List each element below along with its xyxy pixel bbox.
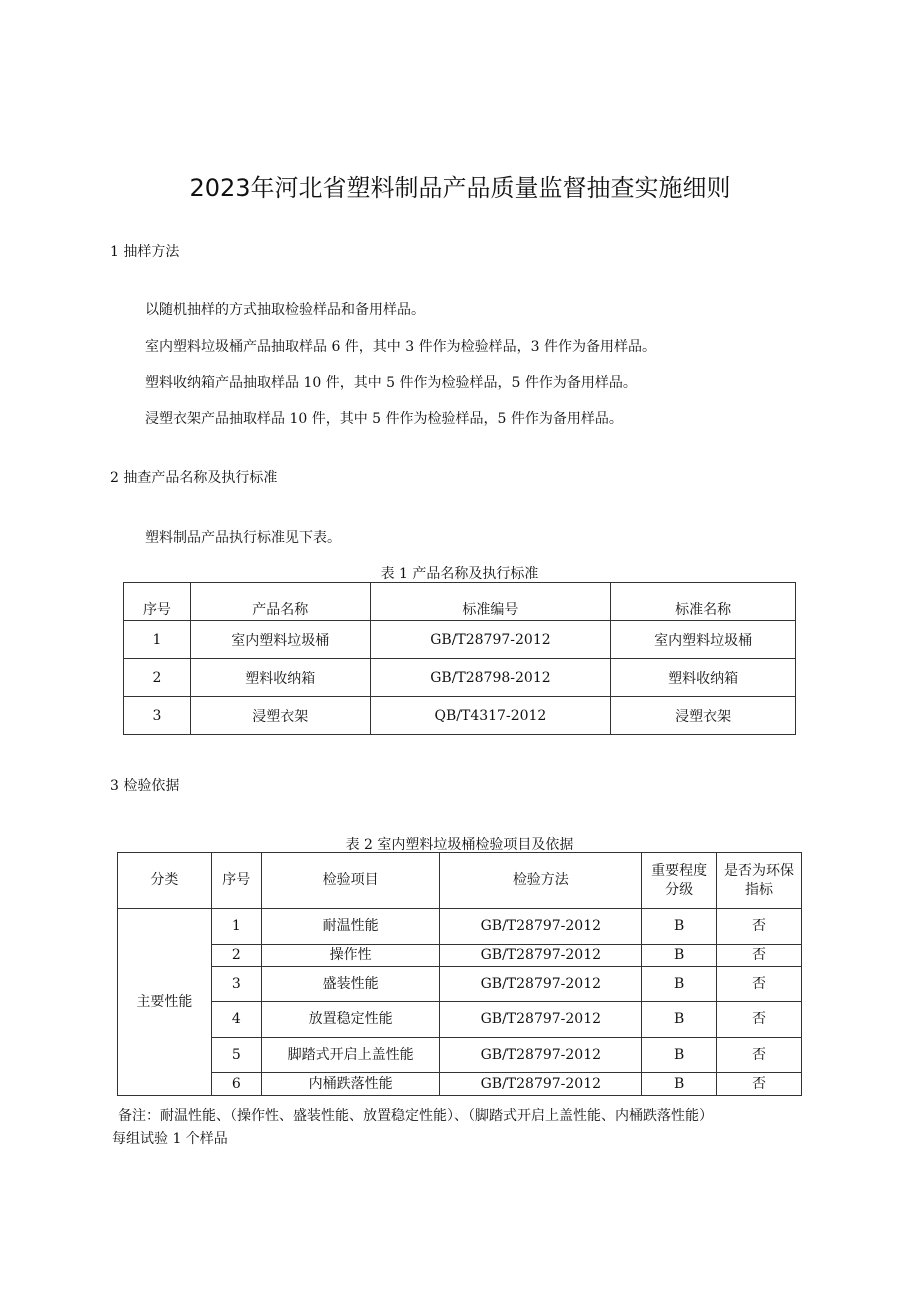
table-cell: 4 — [211, 1002, 261, 1038]
column-header: 标准编号 — [370, 583, 611, 621]
table-note: 每组试验 1 个样品 — [112, 1131, 228, 1147]
table-cell: B — [642, 1073, 717, 1096]
column-header: 产品名称 — [190, 583, 370, 621]
table-cell: 放置稳定性能 — [261, 1002, 440, 1038]
table-cell: GB/T28797-2012 — [440, 1002, 642, 1038]
table-cell: 浸塑衣架 — [190, 697, 370, 735]
column-header: 检验项目 — [261, 853, 440, 909]
column-header: 检验方法 — [440, 853, 642, 909]
table-cell: 脚踏式开启上盖性能 — [261, 1038, 440, 1073]
table-caption: 表 2 室内塑料垃圾桶检验项目及依据 — [345, 837, 574, 853]
table-cell: B — [642, 945, 717, 967]
table-cell: 6 — [211, 1073, 261, 1096]
inspection-table — [117, 852, 802, 1096]
table-row — [124, 621, 796, 659]
table-cell: 室内塑料垃圾桶 — [190, 621, 370, 659]
column-header: 序号 — [211, 853, 261, 909]
table-cell: 3 — [124, 697, 191, 735]
table-cell: 塑料收纳箱 — [611, 659, 796, 697]
section-heading-basis: 3 检验依据 — [110, 778, 180, 794]
paragraph: 室内塑料垃圾桶产品抽取样品 6 件，其中 3 件作为检验样品，3 件作为备用样品。 — [145, 339, 656, 355]
table-note: 备注：耐温性能、（操作性、盛装性能、放置稳定性能）、（脚踏式开启上盖性能、内桶跌落性能） — [118, 1108, 713, 1124]
table-cell: 否 — [717, 945, 802, 967]
table-row — [118, 1038, 802, 1073]
table-row — [118, 967, 802, 1002]
section-heading-sampling: 1 抽样方法 — [110, 244, 180, 260]
table-cell: 2 — [124, 659, 191, 697]
page-title: 2023年河北省塑料制品产品质量监督抽查实施细则 — [189, 174, 731, 202]
table-cell: 内桶跌落性能 — [261, 1073, 440, 1096]
table-cell: 5 — [211, 1038, 261, 1073]
table-header-row — [118, 853, 802, 909]
table-cell: 否 — [717, 1073, 802, 1096]
category-cell: 主要性能 — [118, 909, 212, 1096]
table-row — [118, 945, 802, 967]
table-cell: GB/T28797-2012 — [440, 1038, 642, 1073]
table-cell: 操作性 — [261, 945, 440, 967]
standards-table — [123, 582, 796, 735]
table-cell: 否 — [717, 967, 802, 1002]
paragraph: 浸塑衣架产品抽取样品 10 件，其中 5 件作为检验样品，5 件作为备用样品。 — [145, 411, 623, 427]
table-cell: 否 — [717, 909, 802, 945]
table-cell: GB/T28797-2012 — [440, 909, 642, 945]
column-header: 是否为环保指标 — [717, 853, 802, 909]
table-row — [118, 1073, 802, 1096]
table-cell: 1 — [124, 621, 191, 659]
paragraph: 塑料制品产品执行标准见下表。 — [145, 530, 341, 546]
table-cell: 浸塑衣架 — [611, 697, 796, 735]
table-cell: 室内塑料垃圾桶 — [611, 621, 796, 659]
column-header: 标准名称 — [611, 583, 796, 621]
table-cell: B — [642, 909, 717, 945]
table-cell: 1 — [211, 909, 261, 945]
section-heading-standards: 2 抽查产品名称及执行标准 — [110, 470, 278, 486]
table-cell: 塑料收纳箱 — [190, 659, 370, 697]
table-cell: QB/T4317-2012 — [370, 697, 611, 735]
table-cell: B — [642, 967, 717, 1002]
column-header: 分类 — [118, 853, 212, 909]
table-cell: GB/T28797-2012 — [440, 967, 642, 1002]
paragraph: 以随机抽样的方式抽取检验样品和备用样品。 — [145, 302, 425, 318]
table-cell: 盛装性能 — [261, 967, 440, 1002]
table-row — [118, 909, 802, 945]
table-cell: GB/T28797-2012 — [440, 945, 642, 967]
table-cell: 3 — [211, 967, 261, 1002]
table-cell: 耐温性能 — [261, 909, 440, 945]
table-cell: B — [642, 1002, 717, 1038]
table-cell: GB/T28798-2012 — [370, 659, 611, 697]
paragraph: 塑料收纳箱产品抽取样品 10 件，其中 5 件作为检验样品，5 件作为备用样品。 — [145, 375, 637, 391]
column-header: 序号 — [124, 583, 191, 621]
table-row — [124, 697, 796, 735]
column-header: 重要程度分级 — [642, 853, 717, 909]
table-caption: 表 1 产品名称及执行标准 — [380, 566, 539, 582]
table-row — [124, 659, 796, 697]
table-row — [118, 1002, 802, 1038]
table-header-row — [124, 583, 796, 621]
table-cell: 否 — [717, 1038, 802, 1073]
table-cell: GB/T28797-2012 — [370, 621, 611, 659]
table-cell: B — [642, 1038, 717, 1073]
table-cell: GB/T28797-2012 — [440, 1073, 642, 1096]
table-cell: 否 — [717, 1002, 802, 1038]
table-cell: 2 — [211, 945, 261, 967]
